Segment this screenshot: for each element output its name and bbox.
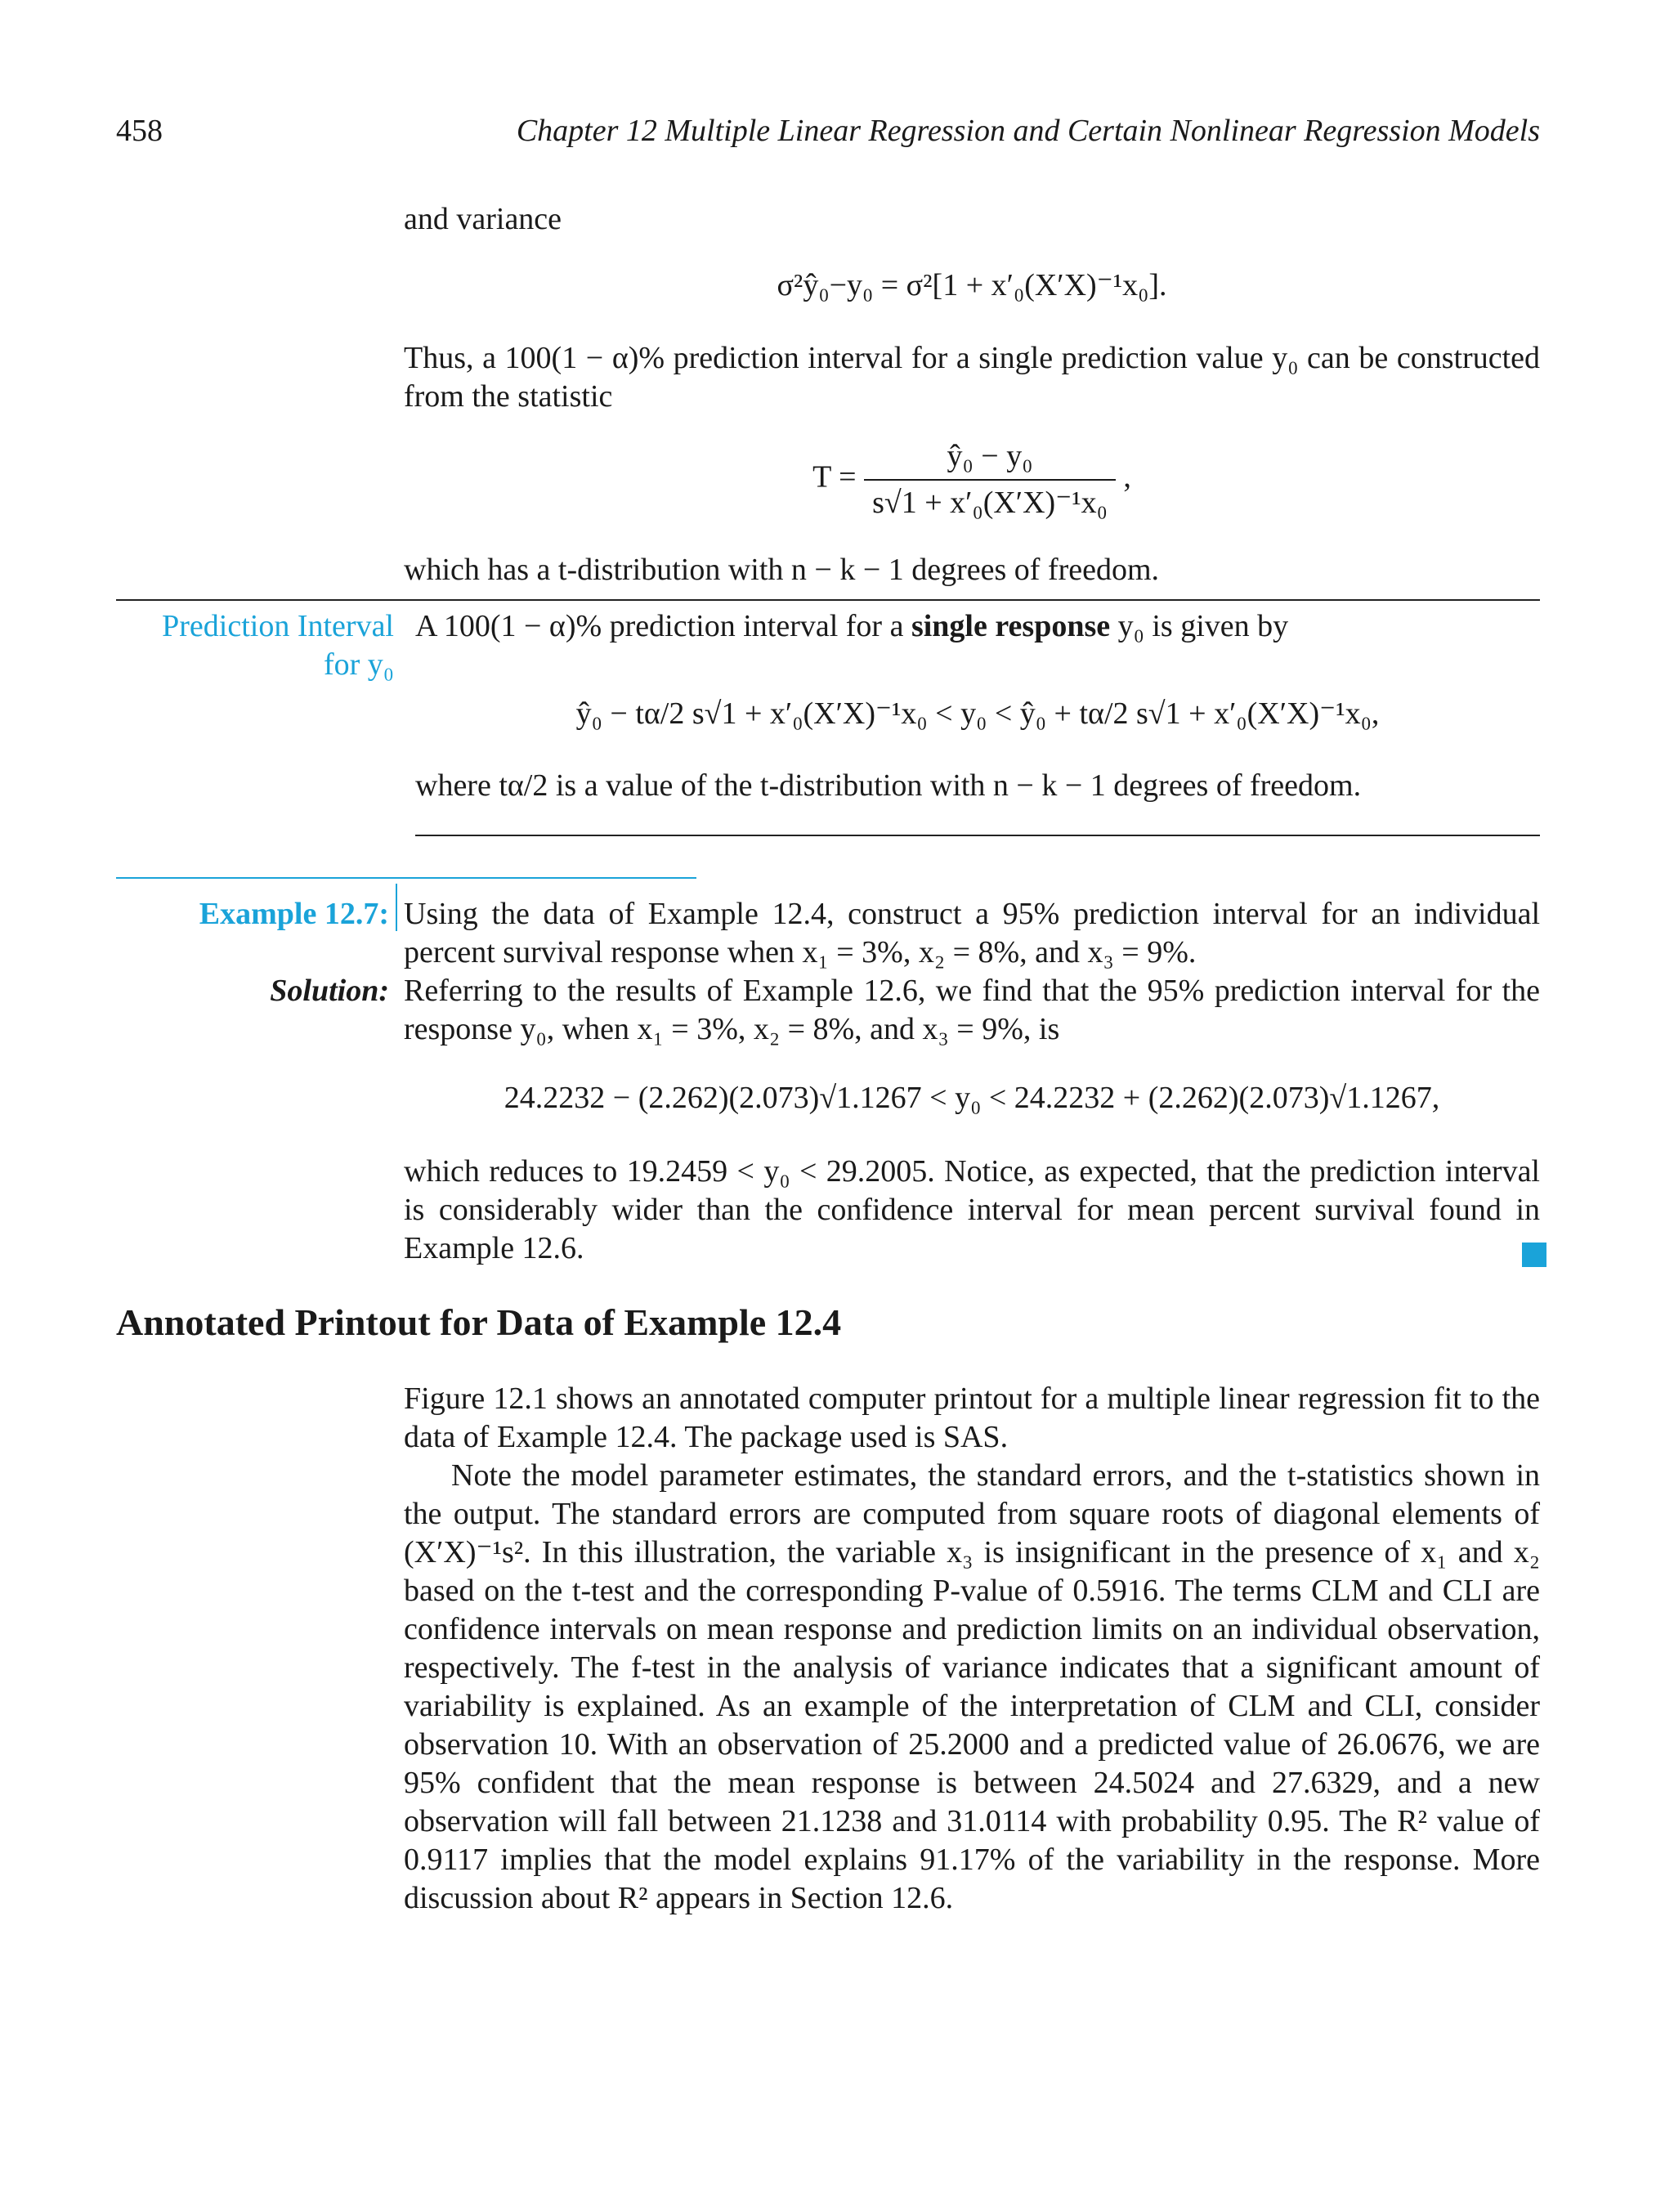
section-paragraph-2: Note the model parameter estimates, the standard errors, and the t-statistics shown in the output. The standard errors are computed from square roots of diagonal elements of (X′X)⁻¹s². In this illustration, the variable x₃ is insignificant in the presence of x₁ and x₂ based on the t-test and the corresponding P-value of 0.5916. The terms CLM and CLI are confidence intervals on mean response and prediction limits on an individual observation, respectively. The f-test in the analysis of variance indicates that a significant amount of variability is explained. As an example of the interpretation of CLM and CLI, consider observation 10. With an observation of 25.2000 and a predicted value of 26.0676, we are 95% confident that the mean response is between 24.5024 and 27.6329, and a new observation will fall between 21.1238 and 31.0114 with probability 0.95. The R² value of 0.9117 implies that the model explains 91.17% of the variability in the response. More discussion about R² appears in Section 12.6. <box>404 1458 1540 1915</box>
solution-label: Solution: <box>270 974 389 1008</box>
equation-t-statistic <box>404 437 1540 522</box>
running-head: Chapter 12 Multiple Linear Regression and Certain Nonlinear Regression Models <box>516 114 1540 148</box>
page-number: 458 <box>116 114 163 148</box>
t-denominator: s√1 + x′₀(X′X)⁻¹x₀ <box>872 486 1108 520</box>
example-interval-equation: 24.2232 − (2.262)(2.073)√1.1267 < y₀ < 24.2232 + (2.262)(2.073)√1.1267, <box>504 1081 1440 1115</box>
paragraph-t-distribution: which has a t-distribution with n − k − 1 degrees of freedom. <box>404 553 1160 587</box>
paragraph-and-variance: and variance <box>404 202 562 236</box>
example-cyan-bar <box>396 884 397 931</box>
margin-label-line2: for y₀ <box>323 647 394 682</box>
margin-label-line1: Prediction Interval <box>162 609 394 643</box>
margin-label <box>116 607 394 684</box>
solution-text: Referring to the results of Example 12.6, we find that the 95% prediction interval for the response y₀, when x₁ = 3%, x₂ = 8%, and x₃ = 9%, is <box>404 974 1540 1046</box>
box-bottom-rule <box>415 835 1540 836</box>
box-interval-equation: ŷ₀ − tα/2 s√1 + x′₀(X′X)⁻¹x₀ < y₀ < ŷ₀ + tα/2 s√1 + x′₀(X′X)⁻¹x₀, <box>575 696 1380 731</box>
equation-variance: σ²ŷ₀−y₀ = σ²[1 + x′₀(X′X)⁻¹x₀]. <box>777 268 1167 302</box>
t-lhs: T = <box>812 459 857 495</box>
section-paragraph-1: Figure 12.1 shows an annotated computer printout for a multiple linear regression fit to the data of Example 12.4. The package used is SAS. <box>404 1381 1540 1454</box>
paragraph-thus: Thus, a 100(1 − α)% prediction interval for a single prediction value y₀ can be constructed from the statistic <box>404 341 1540 414</box>
t-numerator: ŷ₀ − y₀ <box>864 437 1116 481</box>
t-trail: , <box>1123 459 1131 495</box>
example-cyan-rule <box>116 877 696 879</box>
box-top-rule <box>116 599 1540 601</box>
box-intro <box>415 607 1540 646</box>
box-intro-bold: single response <box>911 609 1111 643</box>
example-label: Example 12.7: <box>199 897 389 931</box>
box-intro-a: A 100(1 − α)% prediction interval for a <box>415 609 911 643</box>
example-conclusion: which reduces to 19.2459 < y₀ < 29.2005. Notice, as expected, that the prediction interval is considerably wider than the confidence interval for mean percent survival found in Example 12.6. <box>404 1154 1540 1265</box>
end-of-example-icon <box>1522 1243 1546 1267</box>
box-where: where tα/2 is a value of the t-distribution with n − k − 1 degrees of freedom. <box>415 768 1362 803</box>
t-fraction <box>864 437 1116 522</box>
section-heading: Annotated Printout for Data of Example 12.4 <box>116 1301 842 1343</box>
box-intro-b: y₀ is given by <box>1110 609 1289 643</box>
example-text: Using the data of Example 12.4, construct a 95% prediction interval for an individual percent survival response when x₁ = 3%, x₂ = 8%, and x₃ = 9%. <box>404 897 1540 969</box>
